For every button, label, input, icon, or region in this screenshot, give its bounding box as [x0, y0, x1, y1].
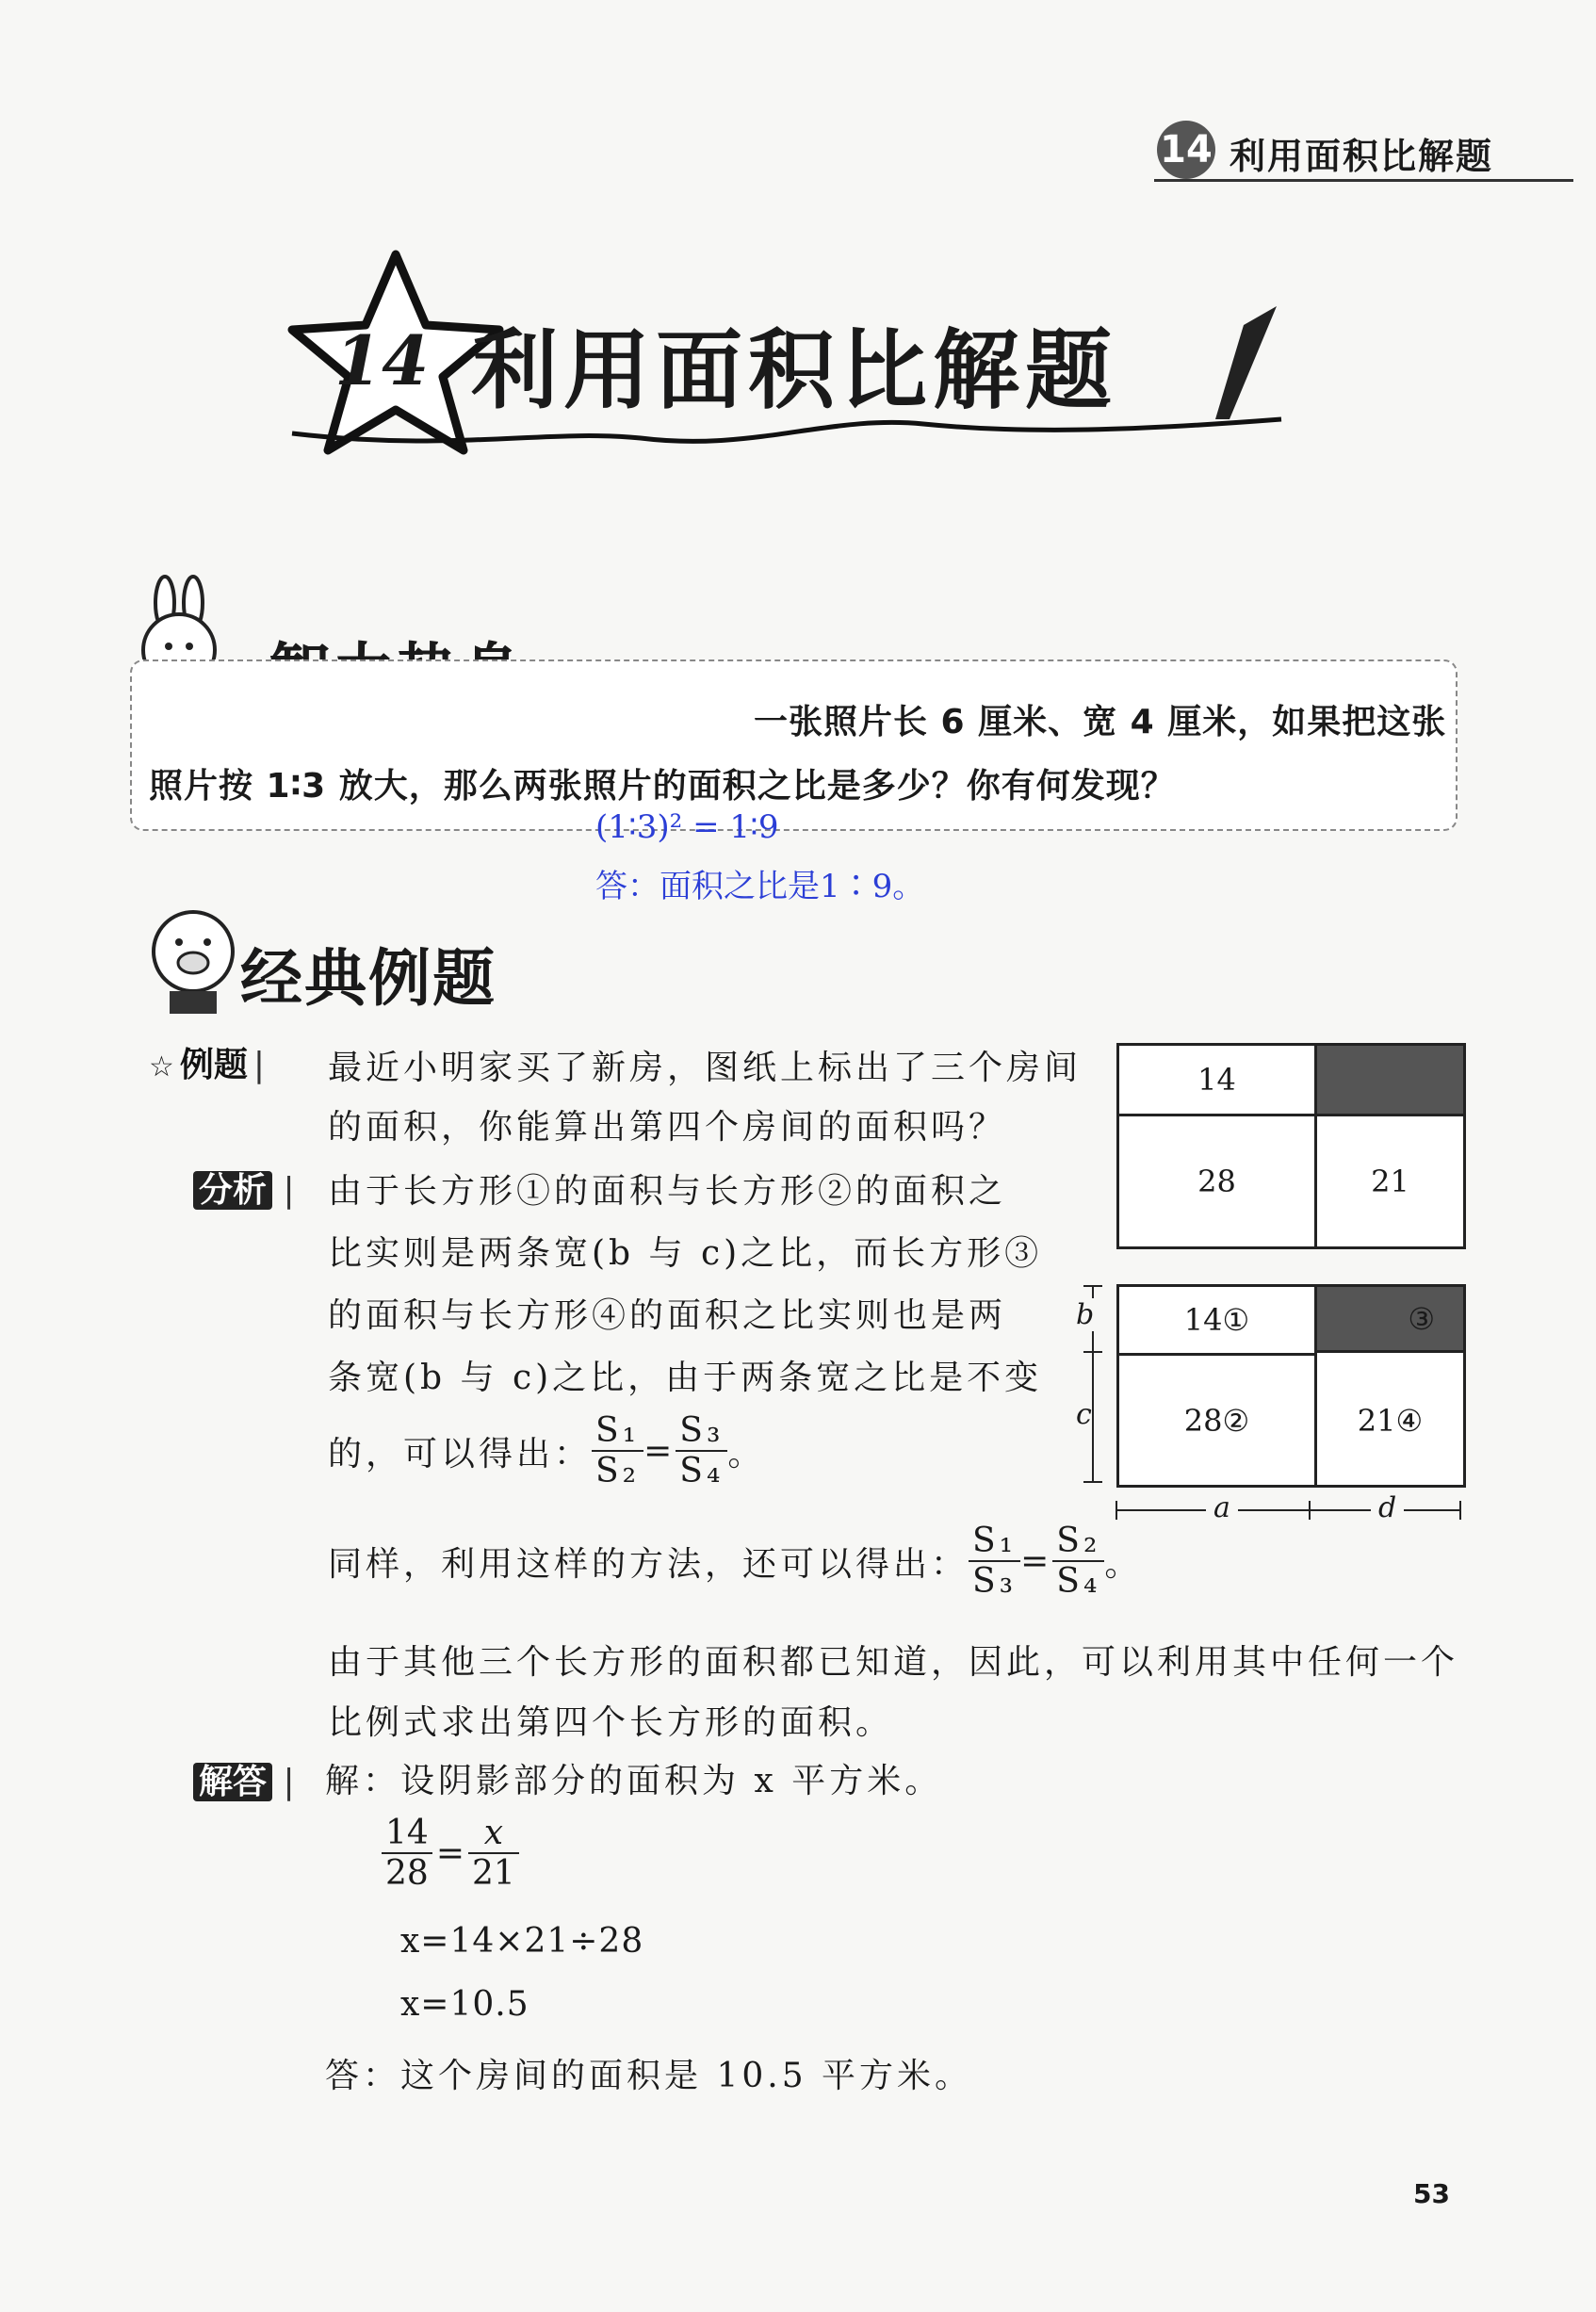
analysis-tag: [193, 1164, 295, 1212]
answer-tag-label: 解答: [193, 1763, 272, 1801]
handwritten-answer-line2: 答：面积之比是1∶9。: [595, 868, 925, 905]
label-a: a: [1206, 1491, 1238, 1524]
label-b: b: [1076, 1298, 1095, 1331]
analysis-line6-prefix: 同样，利用这样的方法，还可以得出：: [328, 1544, 969, 1584]
rect-4: 21④: [1357, 1402, 1424, 1439]
equation-line3: x=10.5: [400, 1985, 529, 2024]
equation-line2: x=14×21÷28: [400, 1922, 644, 1961]
equals-sign: =: [1020, 1541, 1053, 1581]
problem-line2: 的面积，你能算出第四个房间的面积吗？: [328, 1108, 1007, 1147]
rect-2: 28②: [1119, 1356, 1317, 1485]
equals-sign: =: [435, 1833, 464, 1873]
pig-mascot-icon: [141, 904, 245, 1018]
room-bottom-left: 28: [1119, 1116, 1317, 1246]
pencil-icon: [1215, 306, 1277, 419]
room-diagram: [1116, 1043, 1466, 1249]
title-number: 14: [334, 320, 430, 400]
dimension-arrows: [1065, 1277, 1479, 1531]
example-section-label: 经典例题: [240, 942, 497, 1015]
equals-sign: =: [643, 1431, 676, 1471]
analysis-line3: 的面积与长方形④的面积之比实则也是两: [328, 1296, 1007, 1335]
analysis-line5: 的，可以得出： $\frac{\text{S₁}}{\text{S₂}}$ = $\frac{\text{S₃}}{\text{S₄}}$ 。: [328, 1411, 766, 1490]
analysis-line8: 比例式求出第四个长方形的面积。: [328, 1703, 894, 1742]
fraction-s1-s3: $\frac{\text{S₁}}{\text{S₃}}$: [969, 1522, 1020, 1601]
tag-divider: |: [252, 1046, 266, 1084]
example-tag: [149, 1038, 265, 1086]
analysis-line5-prefix: 的，可以得出：: [328, 1434, 593, 1473]
answer-line: 答：这个房间的面积是 10.5 平方米。: [325, 2057, 973, 2095]
label-c: c: [1076, 1398, 1092, 1431]
analysis-line6: 同样，利用这样的方法，还可以得出： $\frac{\text{S₁}}{\text{S₃}}$ = $\frac{\text{S₂}}{\text{S₄}}$ 。: [328, 1522, 1143, 1601]
warmup-question-line2: 照片按 1∶3 放大，那么两张照片的面积之比是多少？你有何发现？: [149, 767, 1176, 806]
analysis-tag-label: 分析: [193, 1171, 272, 1210]
answer-tag: [193, 1755, 295, 1803]
solution-line1: 解：设阴影部分的面积为 x 平方米。: [325, 1762, 943, 1800]
page-number: 53: [1413, 2178, 1450, 2209]
warmup-question-line1: 一张照片长 6 厘米、宽 4 厘米，如果把这张: [754, 703, 1447, 741]
label-d: d: [1371, 1491, 1404, 1524]
analysis-line1: 由于长方形①的面积与长方形②的面积之: [328, 1172, 1007, 1211]
fraction-s1-s2: $\frac{\text{S₁}}{\text{S₂}}$: [592, 1411, 643, 1490]
analysis-line7: 由于其他三个长方形的面积都已知道，因此，可以利用其中任何一个: [328, 1643, 1459, 1682]
handwritten-answer-line1: (1∶3)² = 1∶9: [595, 808, 779, 846]
star-icon: ☆: [149, 1050, 174, 1083]
room-bottom-right: 21: [1371, 1164, 1409, 1199]
equation-line1: [382, 1814, 519, 1893]
tag-divider: |: [272, 1171, 295, 1210]
header-rule: [1154, 179, 1573, 182]
fraction-s2-s4: $\frac{\text{S₂}}{\text{S₄}}$: [1052, 1522, 1104, 1601]
rect-1: 14①: [1119, 1287, 1317, 1356]
fraction-14-28: $\frac{14}{28}$: [382, 1814, 432, 1893]
analysis-line4: 条宽(b 与 c)之比，由于两条宽之比是不变: [328, 1359, 1043, 1397]
fraction-s3-s4: $\frac{\text{S₃}}{\text{S₄}}$: [676, 1411, 727, 1490]
running-header-title: 利用面积比解题: [1230, 136, 1494, 177]
room-shaded: [1317, 1046, 1463, 1116]
fraction-x-21: $\frac{x}{21}$: [468, 1814, 519, 1893]
room-top-left: 14: [1119, 1046, 1317, 1116]
chapter-number-badge: 14: [1157, 121, 1215, 179]
page-title: 利用面积比解题: [471, 320, 1118, 421]
tag-divider: |: [272, 1763, 295, 1801]
analysis-line2: 比实则是两条宽(b 与 c)之比，而长方形③: [328, 1234, 1043, 1273]
rect-3-shaded: ③: [1317, 1287, 1463, 1353]
example-tag-label: 例题: [179, 1046, 248, 1084]
problem-line1: 最近小明家买了新房，图纸上标出了三个房间: [328, 1049, 1083, 1087]
